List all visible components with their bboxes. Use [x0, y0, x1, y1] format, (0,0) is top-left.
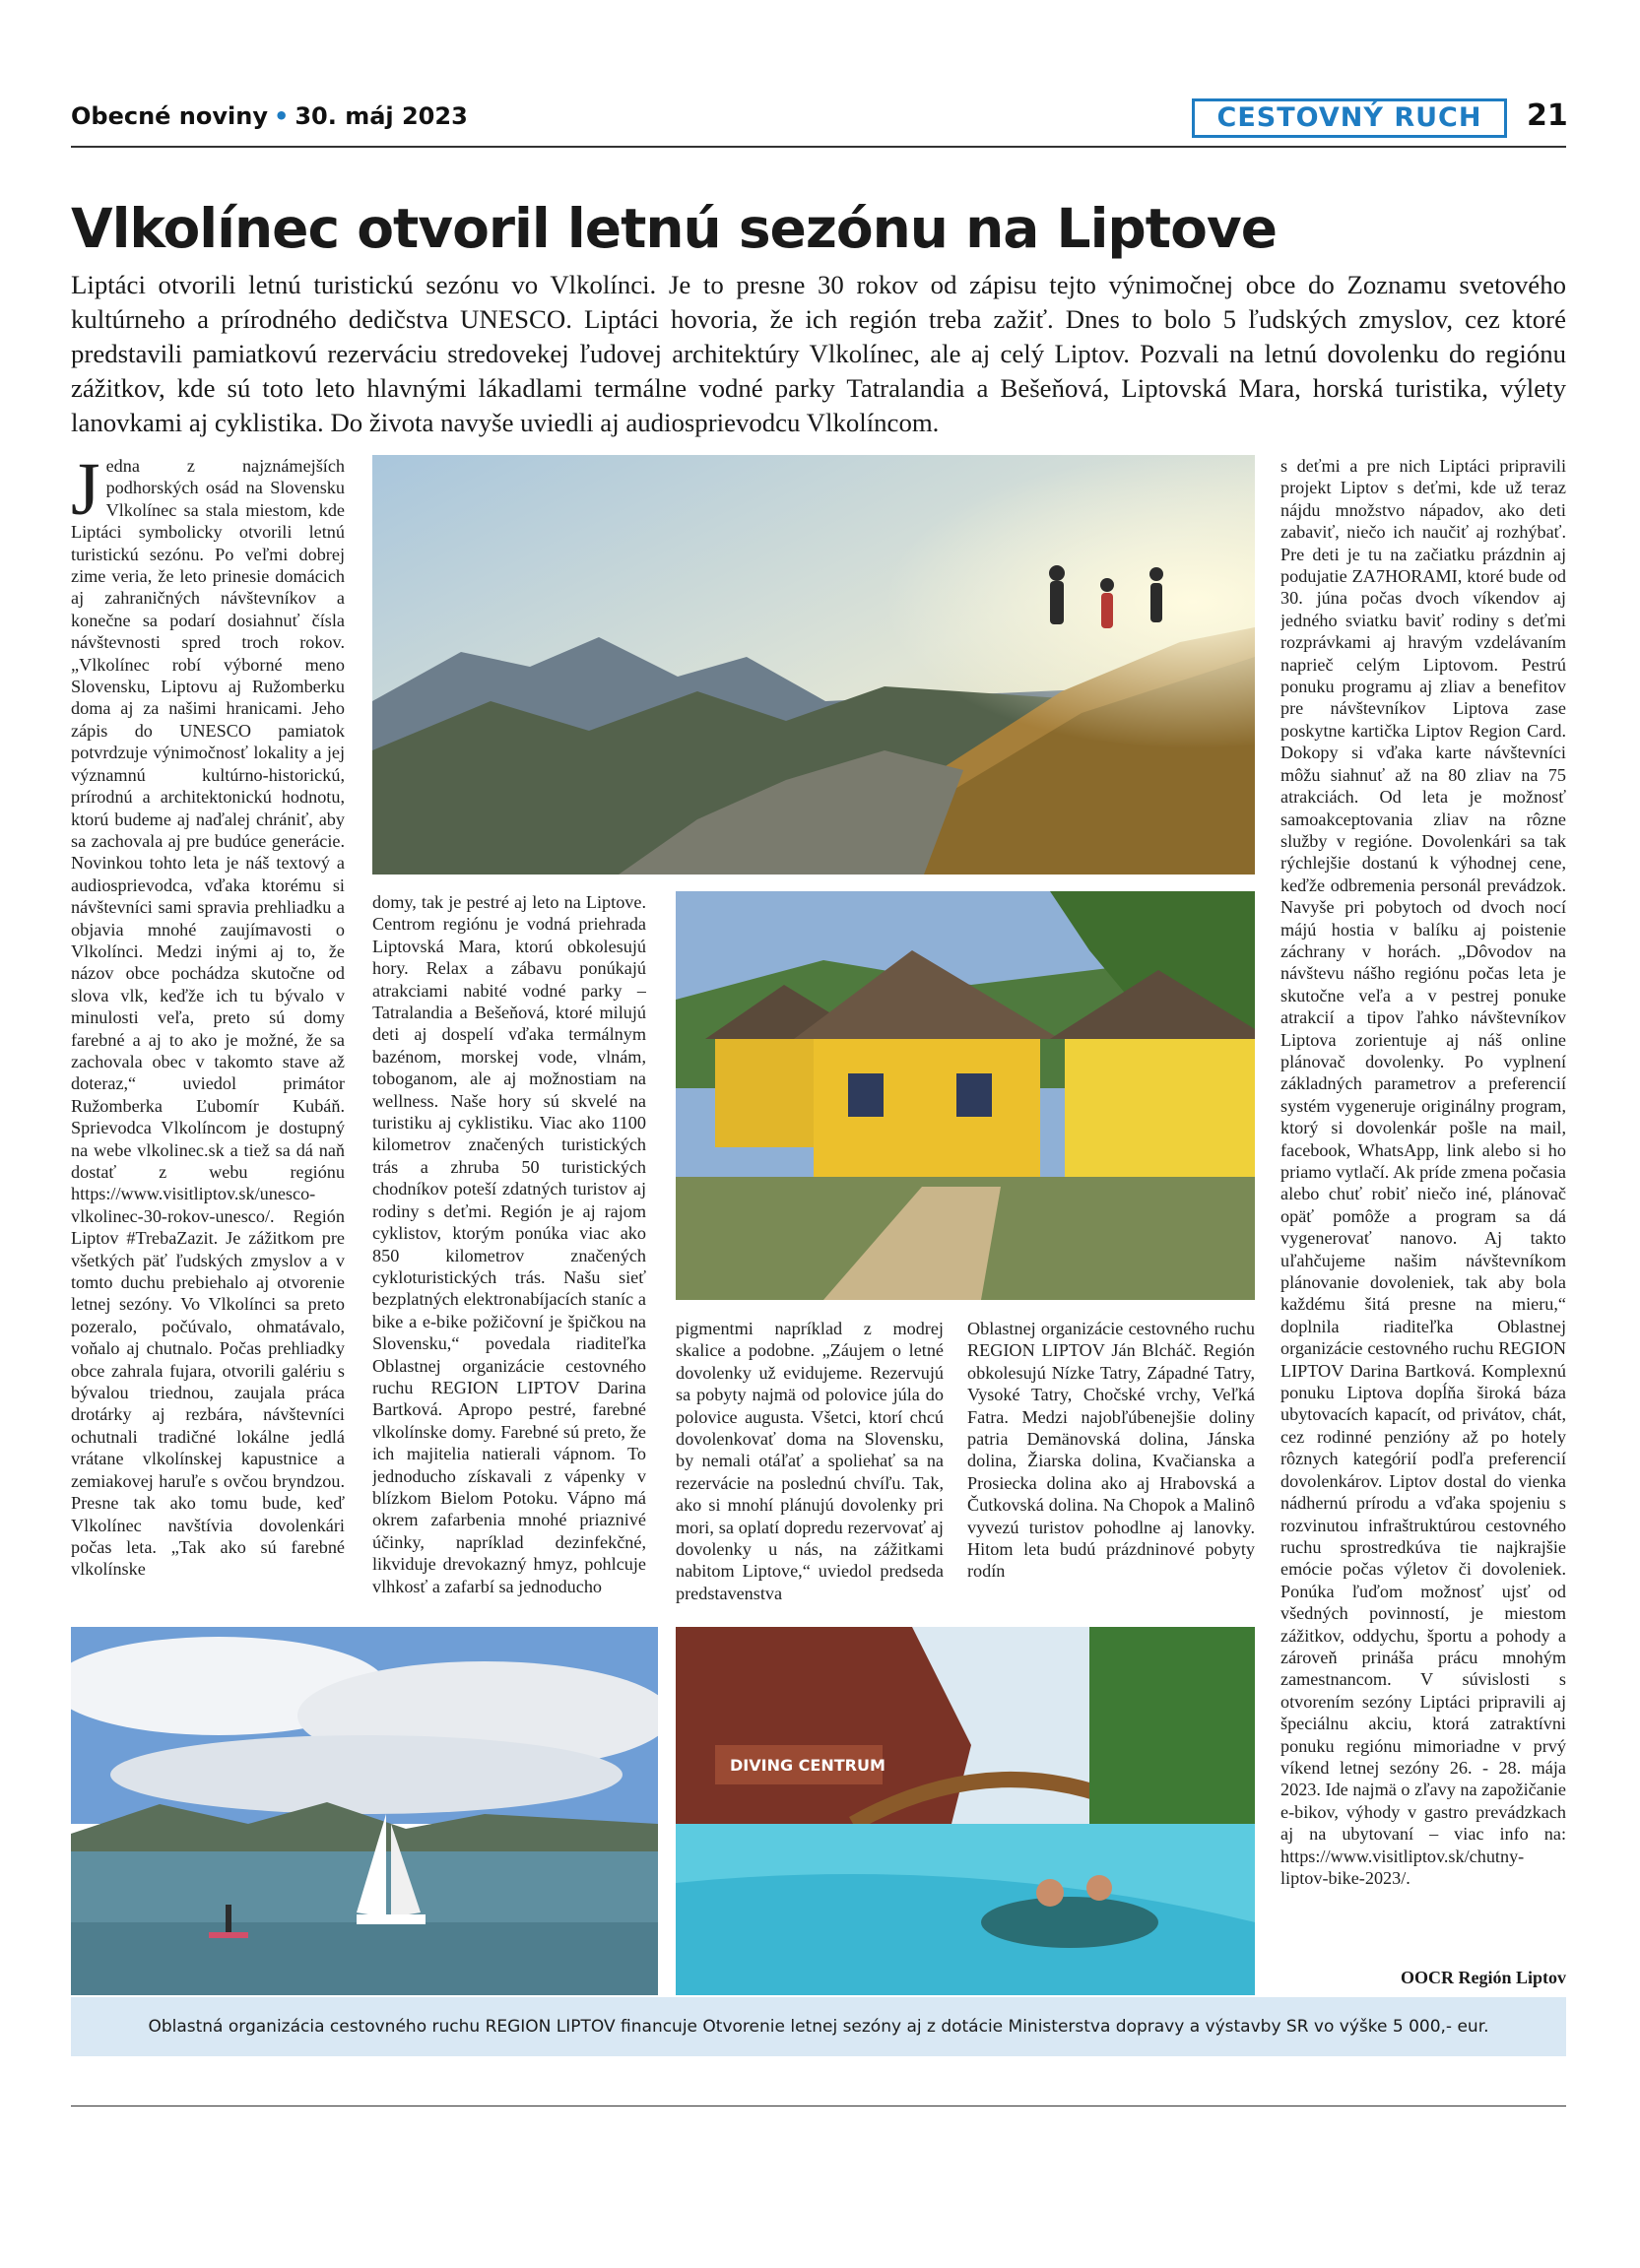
column-3: pigmentmi napríklad z modrej skalice a podobne. „Záujem o letné dovolenky už evidujeme. Rezervujú sa pobyty najmä od polovice júla do polovice augusta. Všetci, ktorí chcú dovolenkovať doma na Slovensku, by nemali otáľať a spoliehať sa na rezervácie na poslednú chvíľu. Tak, ako si mnohí plánujú dovolenky pri mori, sa oplatí dopredu rezervovať aj dovolenky u nás, na zážitkami nabitom Liptove,“ uviedol predseda predstavenstva — [676, 1319, 944, 1603]
section-label: CESTOVNÝ RUCH — [1192, 98, 1507, 138]
header-rule — [71, 146, 1566, 148]
masthead — [71, 102, 468, 130]
column-1-text: edna z najznámejších podhorských osád na Slovensku Vlkolínec sa stala miestom, kde Liptáci symbolicky otvorili letnú turistickú sezónu. Po veľmi dobrej zime veria, že leto prinesie domácich aj zahraničných návštevníkov a konečne sa podarí dosiahnuť čísla návštevnosti spred troch rokov. „Vlkolínec robí výborné meno Slovensku, Liptovu aj Ružomberku doma aj za našimi hranicami. Jeho zápis do UNESCO pamiatok potvrdzuje výnimočnosť lokality a jej významnú kultúrno-historickú, prírodnú a architektonickú hodnotu, ktorú budeme aj naďalej chrániť, aby sa zachovala aj pre budúce generácie. Novinkou tohto leta je náš textový a audiosprievodca, vďaka ktorému si návštevníci sami spravia prehliadku a objavia mnohé zaujímavosti o Vlkolínci. Medzi inými aj to, že názov obce pochádza skutočne od slova vlk, keďže ich tu bývalo v minulosti veľa, preto sú domy farebné a aj to ako je možné, že sa zachovala obec v takomto stave až doteraz,“ uviedol primátor Ružomberka Ľubomír Kubáň. Sprievodca Vlkolíncom je dostupný na webe vlkolinec.sk a tiež sa dá naň dostať z webu regiónu https://www.visitliptov.sk/unesco-vlkolinec-30-rokov-unesco/. Región Liptov #TrebaZazit. Je zážitkom pre všetkých päť ľudských zmyslov a v tomto duchu prebiehalo aj otvorenie letnej sezóny. Vo Vlkolínci sa preto pozeralo, počúvalo, ohmatávalo, voňalo aj chutnalo. Počas prehliadky obce zahrala fujara, otvorili galériu s bývalou triednou, zaujala práca drotárky aj rezbára, návštevníci ochutnali tradičné lokálne jedlá vrátane vlkolínskej kapustnice a zemiakovej haruľe s ovčou bryndzou. Presne tak ako tomu bude, keď Vlkolínec navštívia dovolenkári počas leta. „Tak ako sú farebné vlkolínske — [71, 456, 345, 1580]
column-5: s deťmi a pre nich Liptáci pripravili projekt Liptov s deťmi, kde už teraz nájdu množstvo nápadov, ako deti zabaviť, niečo ich naučiť aj rozhýbať. Pre deti je tu na začiatku prázdnin aj podujatie ZA7HORAMI, ktoré bude od 30. júna počas dvoch víkendov aj jedného sviatku baviť rodiny s deťmi rozprávkami aj hravým vzdelávaním naprieč celým Liptovom. Pestrú ponuku programu aj zliav a benefitov pre návštevníkov Liptova zase poskytne kartička Liptov Region Card. Dokopy si vďaka karte návštevníci môžu siahnuť až na 80 zliav na 75 atrakciách. Od leta je možnosť samoakceptovania zliav na rôzne služby v regióne. Dovolenkári sa tak rýchlejšie dostanú k výhodnej cene, keďže odbremenia personál prevádzok. Navyše pri pobytoch od dvoch nocí májú hostia v balíku aj poistenie záchrany v horách. „Dôvodov na návštevu nášho regiónu počas leta je skutočne veľa a v pestrej ponuke atrakcií a tipov ľahko návštevníkov Liptova zorientuje aj náš online plánovač dovolenky. Po vyplnení základných parametrov a preferencií systém vygeneruje originálny program, ktorý si dovolenkár pošle na mail, facebook, WhatsApp, link alebo si ho priamo vytlačí. Ak príde zmena počasia alebo chuť robiť niečo iné, plánovač opäť pomôže a program sa dá vygenerovať nanovo. Aj takto uľahčujeme našim návštevníkom plánovanie dovoleniek, tak aby bola každému šitá presne na mieru,“ doplnila riaditeľka Oblastnej organizácie cestovného ruchu REGION LIPTOV Darina Bartková. Komplexnú ponuku Liptova dopĺňa široká báza ubytovacích kapacít, od privátov, chát, cez rodinné penzióny až po hotely rôznych kategórií podľa preferencií dovolenkárov. Liptov dostal do vienka nádhernú prírodu a vďaka spojeniu s rozvinutou infraštruktúrou cestovného ruchu sprostredkúva tie najkrajšie emócie počas výletov či dovoleniek. Ponúka ľuďom možnosť ujsť od všedných povinností, je miestom zážitkov, oddychu, športu a pohody a zároveň prináša prácu mnohým zamestnancom. V súvislosti s otvorením sezóny Liptáci pripravili aj špeciálnu akciu, ktorá zatraktívni ponuku regiónu mimoriadne v prvý víkend letnej sezóny 26. - 28. mája 2023. Ide najmä o zľavy na zapožičanie e-bikov, výhody v gastro prevádzkach aj na ubytovaní – viac info na: https://www.visitliptov.sk/chutny-liptov-bike-2023/. — [1280, 456, 1566, 1888]
diving-centrum-sign: DIVING CENTRUM — [730, 1756, 886, 1775]
column-4: Oblastnej organizácie cestovného ruchu REGION LIPTOV Ján Blcháč. Región obkolesujú Nízke Tatry, Západné Tatry, Vysoké Tatry, Chočské vrchy, Veľká Fatra. Medzi najobľúbenejšie doliny patria Demänovská dolina, Jánska dolina, Žiarska dolina, Kvačianska a Prosiecka dolina ako aj Hrabovská a Čutkovská dolina. Na Chopok a Malinô vyvezú turistov pohodlne aj lanovky. Hitom leta budú prázdninové pobyty rodín — [967, 1319, 1255, 1582]
separator-dot: • — [273, 102, 290, 130]
drop-cap: J — [71, 455, 100, 531]
lead-paragraph: Liptáci otvorili letnú turistickú sezónu vo Vlkolínci. Je to presne 30 rokov od zápisu tejto výnimočnej obce do Zoznamu svetového kultúrneho a prírodného dedičstva UNESCO. Liptáci hovoria, že ich región treba zažiť. Dnes to bolo 5 ľudských zmyslov, cez ktoré predstavili pamiatkovú rezerváciu stredovekej ľudovej architektúry Vlkolínec, ale aj celý Liptov. Pozvali na letnú dovolenku do regiónu zážitkov, kde sú toto leto hlavnými lákadlami termálne vodné parky Tatralandia a Bešeňová, Liptovská Mara, horská turistika, výlety lanovkami aj cyklistika. Do života navyše uviedli aj audiosprievodcu Vlkolíncom. — [71, 270, 1566, 437]
newspaper-name: Obecné noviny — [71, 102, 268, 130]
funding-note: Oblastná organizácia cestovného ruchu REGION LIPTOV financuje Otvorenie letnej sezóny aj z dotácie Ministerstva dopravy a výstavby SR vo výške 5 000,- eur. — [71, 1997, 1566, 2056]
vlkolinec-houses-photo — [676, 891, 1255, 1300]
waterpark-photo — [676, 1627, 1255, 1995]
issue-date: 30. máj 2023 — [295, 102, 468, 130]
column-1 — [71, 455, 345, 1613]
headline: Vlkolínec otvoril letnú sezónu na Liptove — [71, 197, 1278, 260]
page-number: 21 — [1527, 98, 1568, 133]
column-2: domy, tak je pestré aj leto na Liptove. Centrom regiónu je vodná priehrada Liptovská Mara, ktorú obkolesujú hory. Relax a zábavu ponúkajú atrakciami nabité vodné parky – Tatralandia a Bešeňová, ktoré milujú deti aj dospelí vďaka termálnym bazénom, morskej vode, vlnám, toboganom, ale aj možnostiam na wellness. Naše hory sú skvelé na turistiku aj cyklistiku. Viac ako 1100 kilometrov značených turistických trás a zhruba 50 turistických chodníkov poteší zdatných turistov aj rodiny s deťmi. Región je aj rajom cyklistov, ktorým ponúka viac ako 850 kilometrov značených cykloturistických trás. Našu sieť bezplatných elektronabíjacích staníc a bike a e-bike požičovní je špičkou na Slovensku,“ povedala riaditeľka Oblastnej organizácie cestovného ruchu REGION LIPTOV Darina Bartková. Apropo pestré, farebné vlkolínske domy. Farebné sú preto, že ich majitelia natierali vápnom. To jednoducho získavali z vápenky v blízkom Bielom Potoku. Vápno má okrem zafarbenia mnohé priaznivé účinky, napríklad dezinfekčné, likviduje drevokazný hmyz, pohlcuje vlhkosť a zafarbí sa jednoducho — [372, 892, 646, 1596]
byline: OOCR Región Liptov — [1400, 1968, 1566, 1987]
hikers-photo — [372, 455, 1255, 875]
lake-sailboat-photo — [71, 1627, 658, 1995]
